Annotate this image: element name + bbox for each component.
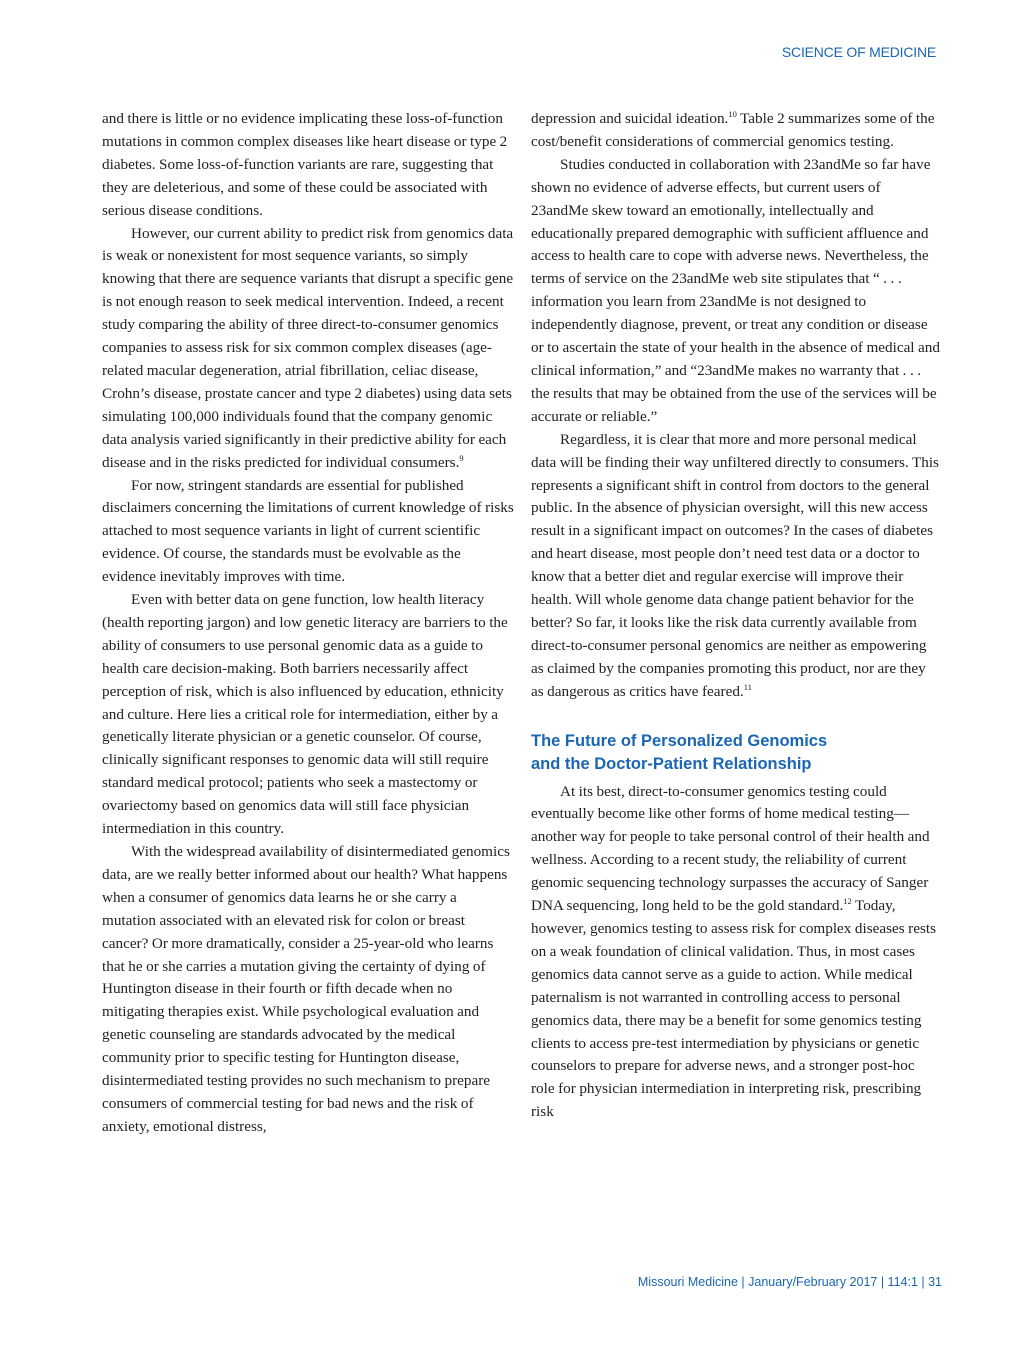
paragraph [531, 781, 941, 1125]
paragraph [531, 429, 941, 704]
paragraph: and there is little or no evidence implicating these loss-of-function mutations in common complex diseases like heart disease or type 2 diabetes. Some loss-of-function variants are rare, suggesting that they are deleterious, and some of these could be associated with serious disease conditions. [102, 110, 508, 219]
section-label: SCIENCE OF MEDICINE [781, 44, 936, 60]
paragraph: For now, stringent standards are essential for published disclaimers concerning the limitations of current knowledge of risks attached to most sequence variants in light of current scientific evidence. Of course, the standards must be evolvable as the evidence inevitably improves with time. [102, 476, 514, 586]
heading-line: and the Doctor-Patient Relationship [531, 755, 812, 774]
heading-line: The Future of Personalized Genomics [531, 731, 828, 750]
paragraph-text: However, our current ability to predict risk from genomics data is weak or nonexistent for most sequence variants, so simply knowing that there are sequence variants that disrupt a specific gene is not enough reason to seek medical intervention. Indeed, a recent study comparing the ability of three direct-to-consumer genomics companies to assess risk for six common complex diseases (age-related macular degeneration, atrial fibrillation, celiac disease, Crohn’s disease, prostate cancer and type 2 diabetes) using data sets simulating 100,000 individuals found that the company genomic data analysis varied significantly in their predictive ability for each disease and in the risks predicted for individual consumers. [102, 224, 514, 471]
paragraph-text: Regardless, it is clear that more and more personal medical data will be finding their way unfiltered directly to consumers. This represents a significant shift in control from doctors to the general public. In the absence of physician oversight, will this new access result in a significant impact on outcomes? In the cases of diabetes and heart disease, most people don’t need test data or a doctor to know that a better diet and regular exercise will improve their health. Will whole genome data change patient behavior for the better? So far, it looks like the risk data currently available from direct-to-consumer personal genomics are neither as empowering as claimed by the companies promoting this product, nor are they as dangerous as critics have feared. [531, 430, 939, 700]
reference-marker: 9 [459, 452, 464, 463]
reference-marker: 11 [743, 681, 752, 692]
page-footer: Missouri Medicine | January/February 2017 | 114:1 | 31 [637, 1275, 942, 1289]
paragraph [102, 223, 514, 475]
paragraph-text: depression and suicidal ideation. [531, 110, 729, 127]
paragraph [531, 108, 941, 154]
paragraph-text: Table 2 summarizes some of the cost/benefit considerations of commercial genomics testing. [531, 110, 935, 150]
section-heading [531, 730, 941, 777]
paragraph: Studies conducted in collaboration with 23andMe so far have shown no evidence of adverse effects, but current users of 23andMe skew toward an emotionally, intellectually and educationally prepared demographic with sufficient affluence and access to health care to cope with adverse news. Nevertheless, the terms of service on the 23andMe web site stipulates that “ . . . information you learn from 23andMe is not designed to independently diagnose, prevent, or treat any condition or disease or to ascertain the state of your health in the absence of medical and clinical information,” and “23andMe makes no warranty that . . . the results that may be obtained from the use of the services will be accurate or reliable.” [531, 155, 940, 425]
right-column [531, 108, 941, 1124]
paragraph-text: Today, however, genomics testing to assess risk for complex diseases rests on a weak foundation of clinical validation. Thus, in most cases genomics data cannot serve as a guide to action. While medical paternalism is not warranted in controlling access to personal genomics data, there may be a benefit for some genomics testing clients to access pre-test intermediation by physicians or genetic counselors to prepare for adverse news, and a stronger post-hoc role for physician intermediation in interpreting risk, prescribing risk [531, 897, 936, 1121]
reference-marker: 10 [728, 109, 737, 119]
paragraph: Even with better data on gene function, low health literacy (health reporting jargon) and low genetic literacy are barriers to the ability of consumers to use personal genomic data as a guide to health care decision-making. Both barriers necessarily affect perception of risk, which is also influenced by education, ethnicity and culture. Here lies a critical role for intermediation, either by a genetically literate physician or a genetic counselor. Of course, clinically significant responses to genomic data will still require standard medical protocol; patients who seek a mastectomy or ovariectomy based on genomics data will still face physician intermediation in this country. [102, 591, 508, 838]
left-column [102, 108, 514, 1139]
paragraph-text: At its best, direct-to-consumer genomics testing could eventually become like other forms of home medical testing—another way for people to take personal control of their health and wellness. According to a recent study, the reliability of current genomic sequencing technology surpasses the accuracy of Sanger DNA sequencing, long held to be the gold standard. [531, 782, 930, 915]
paragraph: With the widespread availability of disintermediated genomics data, are we really better informed about our health? What happens when a consumer of genomics data learns he or she carry a mutation associated with an elevated risk for colon or breast cancer? Or more dramatically, consider a 25-year-old who learns that he or she carries a mutation giving the certainty of dying of Huntington disease in their fourth or fifth decade when no mitigating therapies exist. While psychological evaluation and genetic counseling are standards advocated by the medical community prior to specific testing for Huntington disease, disintermediated testing provides no such mechanism to prepare consumers of commercial testing for bad news and the risk of anxiety, emotional distress, [102, 843, 510, 1135]
reference-marker: 12 [843, 896, 852, 907]
